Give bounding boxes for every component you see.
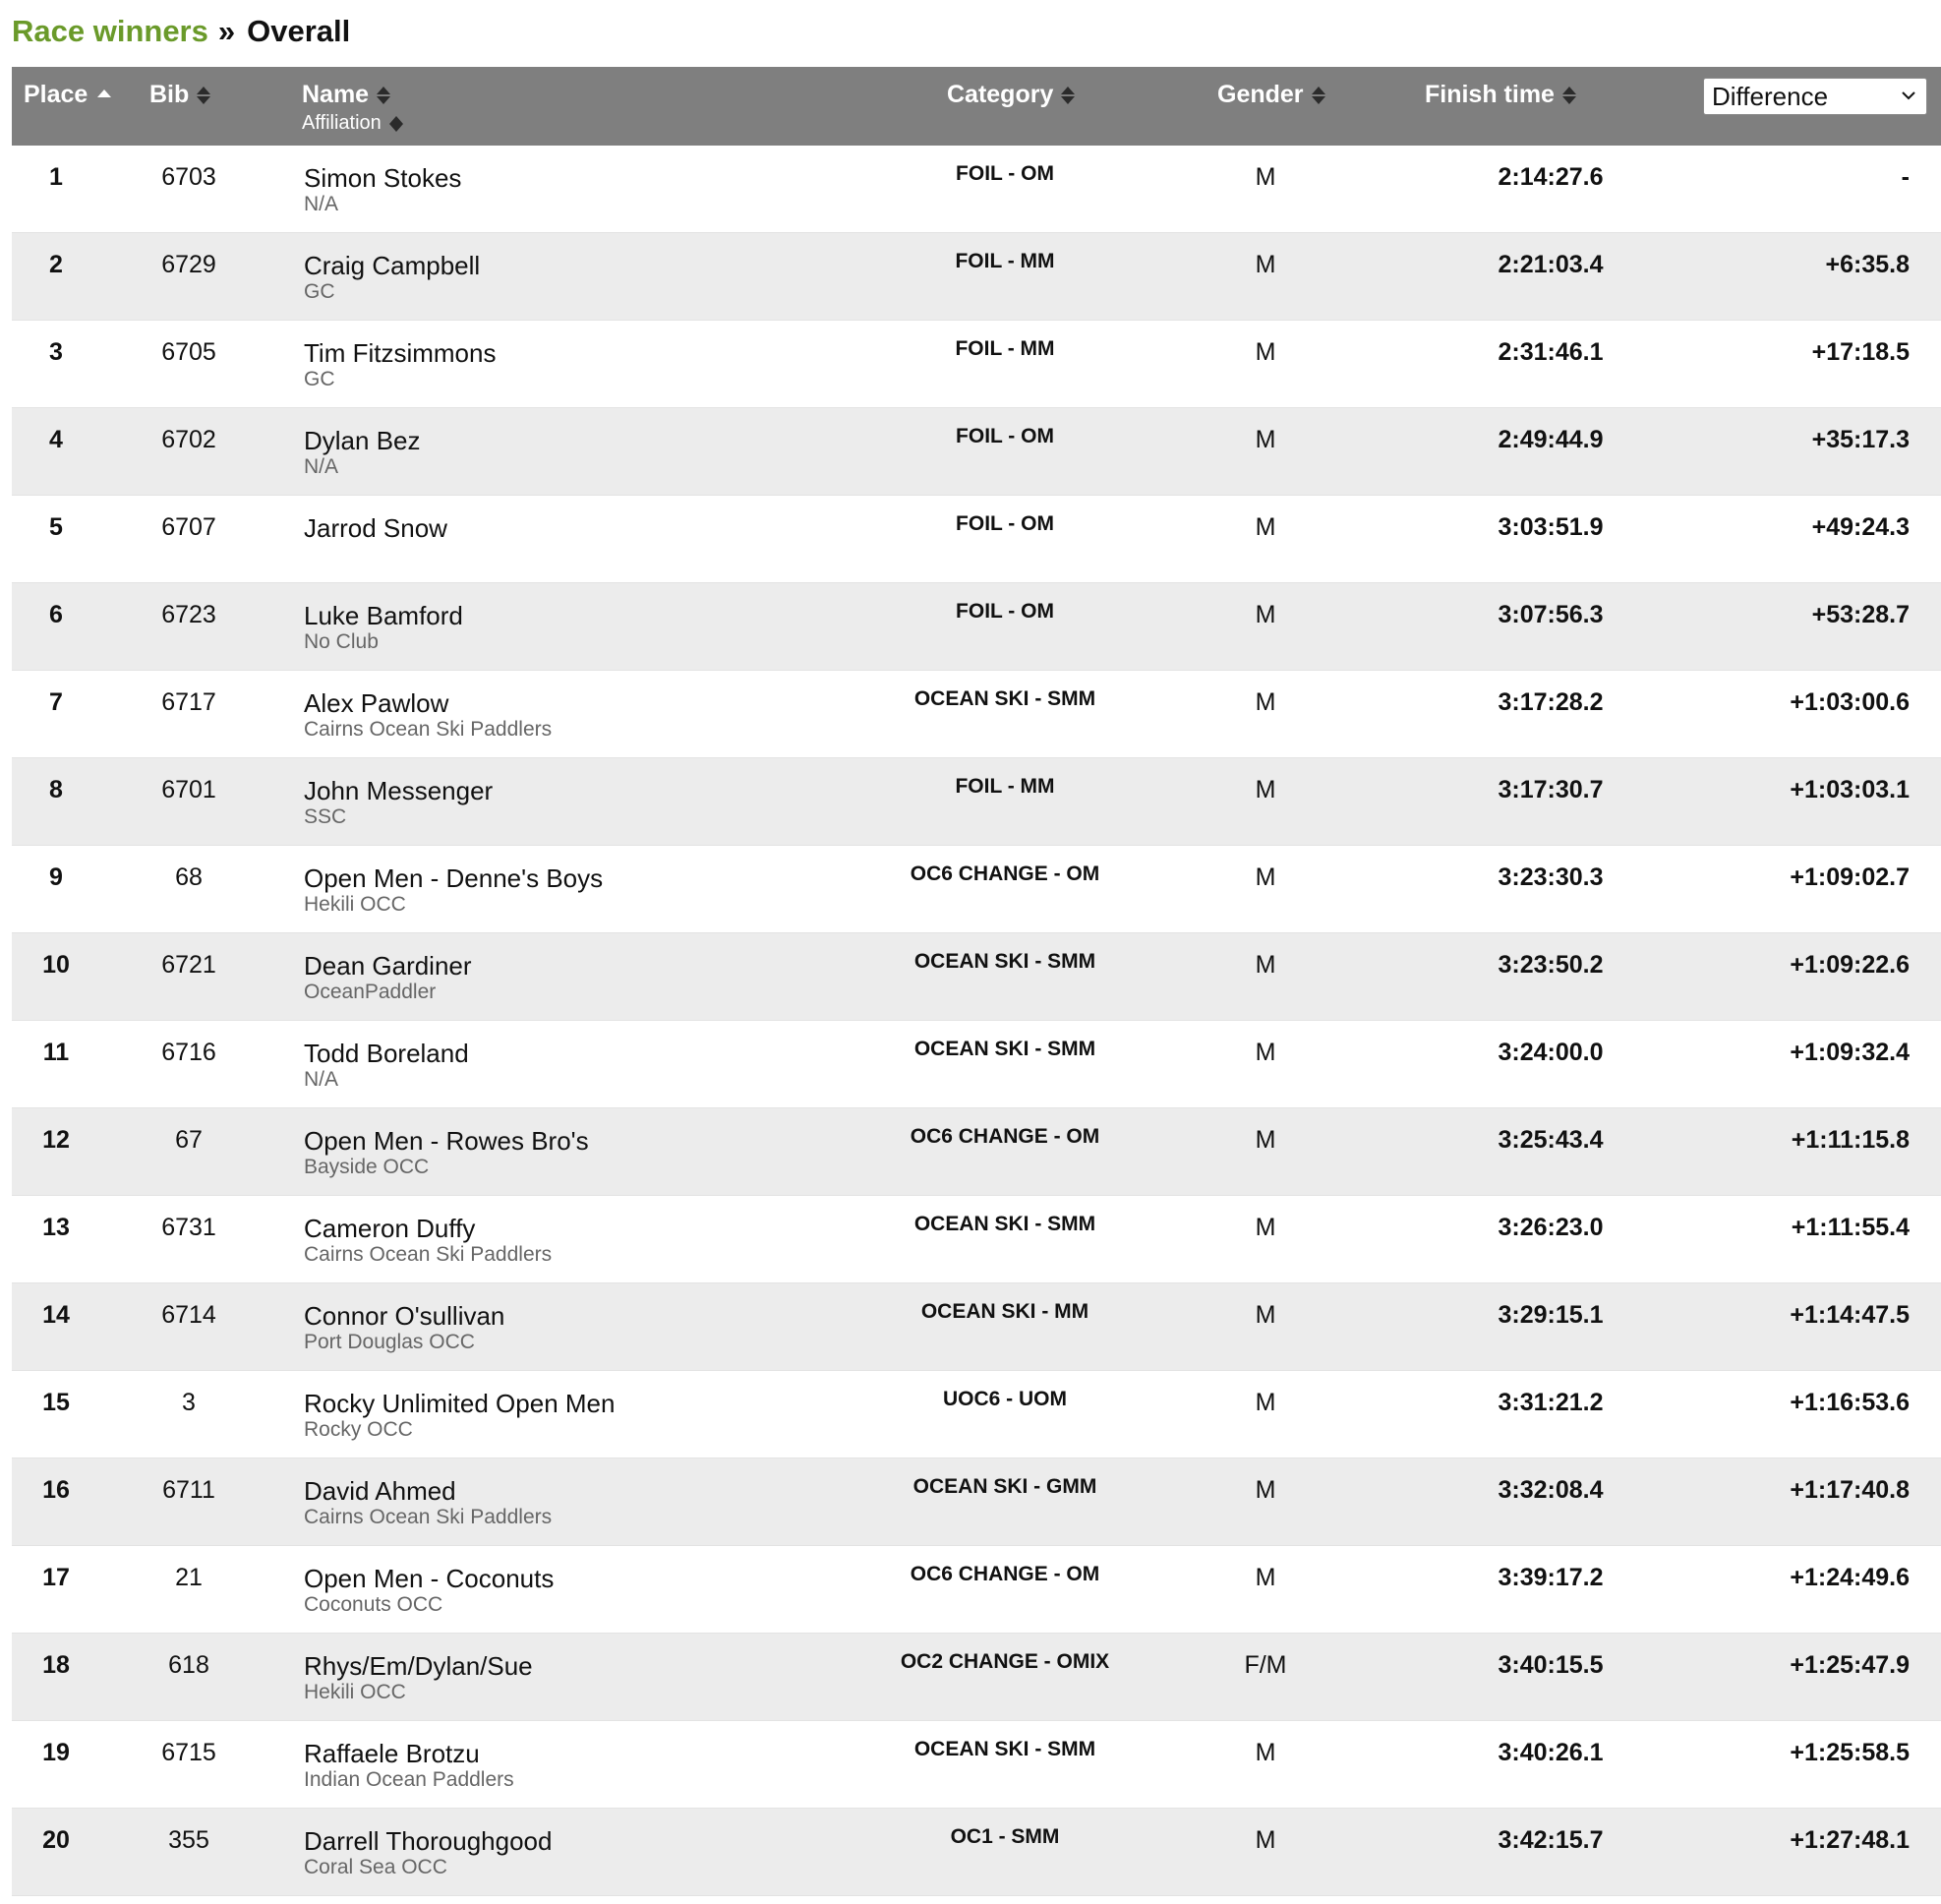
- category-cell: OCEAN SKI - SMM: [913, 1038, 1096, 1060]
- name-cell[interactable]: John Messenger: [304, 776, 494, 805]
- finish-time-cell: 2:14:27.6: [1498, 163, 1604, 191]
- difference-cell: +35:17.3: [1811, 426, 1910, 453]
- finish-time-cell: 3:42:15.7: [1498, 1826, 1604, 1854]
- place-cell: 8: [49, 776, 63, 803]
- column-label-affiliation: Affiliation: [302, 112, 382, 134]
- place-cell: 13: [42, 1214, 70, 1241]
- affiliation-cell: Indian Ocean Paddlers: [304, 1768, 514, 1791]
- bib-cell: 6707: [161, 513, 216, 541]
- difference-cell: +53:28.7: [1811, 601, 1910, 628]
- breadcrumb-race-winners-link[interactable]: Race winners: [12, 14, 208, 48]
- gender-cell: M: [1255, 1826, 1276, 1854]
- bib-cell: 6723: [161, 601, 216, 628]
- bib-cell: 6705: [161, 338, 216, 366]
- category-cell: FOIL - OM: [956, 162, 1054, 185]
- affiliation-cell: Bayside OCC: [304, 1156, 430, 1178]
- affiliation-cell: GC: [304, 368, 335, 390]
- table-row[interactable]: [12, 146, 1941, 233]
- name-cell[interactable]: Darrell Thoroughgood: [304, 1826, 553, 1856]
- table-row[interactable]: [12, 496, 1941, 583]
- place-cell: 18: [42, 1651, 70, 1679]
- difference-cell: +1:11:55.4: [1791, 1214, 1910, 1241]
- bib-cell: 618: [168, 1651, 209, 1679]
- difference-cell: +1:11:15.8: [1791, 1126, 1910, 1154]
- column-header-bib[interactable]: [149, 81, 210, 109]
- gender-cell: M: [1255, 163, 1276, 191]
- table-row[interactable]: [12, 1809, 1941, 1896]
- table-row[interactable]: [12, 1021, 1941, 1108]
- place-cell: 19: [42, 1739, 70, 1766]
- category-cell: OC6 CHANGE - OM: [910, 1563, 1100, 1585]
- bib-cell: 6711: [162, 1476, 215, 1504]
- place-cell: 20: [42, 1826, 70, 1854]
- table-row[interactable]: [12, 233, 1941, 321]
- category-cell: OC6 CHANGE - OM: [910, 1125, 1100, 1148]
- finish-time-cell: 3:40:26.1: [1498, 1739, 1604, 1766]
- difference-cell: +1:14:47.5: [1790, 1301, 1910, 1329]
- finish-time-cell: 3:40:15.5: [1498, 1651, 1604, 1679]
- finish-time-cell: 3:23:50.2: [1498, 951, 1604, 979]
- bib-cell: 6721: [161, 951, 216, 979]
- place-cell: 11: [42, 1039, 70, 1066]
- difference-cell: +1:03:00.6: [1790, 688, 1910, 716]
- difference-cell: +1:09:32.4: [1790, 1039, 1910, 1066]
- gender-cell: M: [1255, 1739, 1276, 1766]
- table-row[interactable]: [12, 1283, 1941, 1371]
- page-title: Overall: [247, 14, 351, 48]
- place-cell: 14: [42, 1301, 70, 1329]
- affiliation-cell: Cairns Ocean Ski Paddlers: [304, 718, 553, 741]
- column-label-gender: Gender: [1217, 81, 1304, 108]
- bib-cell: 6702: [161, 426, 216, 453]
- name-cell[interactable]: Open Men - Coconuts: [304, 1564, 555, 1593]
- name-cell[interactable]: Simon Stokes: [304, 163, 462, 193]
- table-row[interactable]: [12, 758, 1941, 846]
- breadcrumb: [12, 8, 350, 55]
- sort-icon: [389, 115, 403, 133]
- sort-icon: [1061, 86, 1075, 105]
- finish-time-cell: 3:07:56.3: [1498, 601, 1604, 628]
- difference-cell: +17:18.5: [1811, 338, 1910, 366]
- category-cell: OCEAN SKI - SMM: [913, 1738, 1096, 1760]
- name-cell[interactable]: Alex Pawlow: [304, 688, 449, 718]
- place-cell: 6: [49, 601, 63, 628]
- category-cell: FOIL - OM: [956, 512, 1054, 535]
- difference-cell: +49:24.3: [1811, 513, 1910, 541]
- category-cell: OC6 CHANGE - OM: [910, 863, 1100, 885]
- sort-icon: [197, 86, 210, 105]
- gender-cell: M: [1255, 1476, 1276, 1504]
- affiliation-cell: No Club: [304, 630, 379, 653]
- breadcrumb-separator: »: [217, 14, 236, 48]
- gender-cell: M: [1255, 1564, 1276, 1591]
- table-row[interactable]: [12, 1634, 1941, 1721]
- name-cell[interactable]: Raffaele Brotzu: [304, 1739, 480, 1768]
- column-label-name: Name: [302, 81, 370, 108]
- bib-cell: 6731: [161, 1214, 216, 1241]
- category-cell: OCEAN SKI - SMM: [913, 687, 1096, 710]
- gender-cell: M: [1255, 1389, 1276, 1416]
- category-cell: OCEAN SKI - MM: [920, 1300, 1089, 1323]
- affiliation-cell: N/A: [304, 1068, 339, 1091]
- results-table: [12, 67, 1941, 1896]
- difference-cell: +1:24:49.6: [1790, 1564, 1910, 1591]
- affiliation-cell: Port Douglas OCC: [304, 1331, 475, 1353]
- category-cell: OCEAN SKI - SMM: [913, 1213, 1096, 1235]
- difference-cell: +6:35.8: [1825, 251, 1910, 278]
- column-header-affiliation[interactable]: [302, 112, 403, 135]
- gender-cell: M: [1255, 1039, 1276, 1066]
- name-cell[interactable]: Dylan Bez: [304, 426, 421, 455]
- bib-cell: 6714: [161, 1301, 216, 1329]
- difference-select[interactable]: [1703, 78, 1927, 115]
- table-row[interactable]: [12, 671, 1941, 758]
- table-row[interactable]: [12, 408, 1941, 496]
- place-cell: 4: [49, 426, 63, 453]
- name-cell[interactable]: Rocky Unlimited Open Men: [304, 1389, 616, 1418]
- finish-time-cell: 2:21:03.4: [1498, 251, 1604, 278]
- gender-cell: M: [1255, 338, 1276, 366]
- gender-cell: M: [1255, 688, 1276, 716]
- column-header-finish-time[interactable]: [1425, 81, 1576, 109]
- affiliation-cell: Coral Sea OCC: [304, 1856, 447, 1878]
- table-row[interactable]: [12, 933, 1941, 1021]
- gender-cell: M: [1255, 426, 1276, 453]
- difference-cell: +1:09:02.7: [1790, 863, 1910, 891]
- gender-cell: M: [1255, 513, 1276, 541]
- table-row[interactable]: [12, 1546, 1941, 1634]
- finish-time-cell: 3:03:51.9: [1498, 513, 1604, 541]
- table-header: [12, 67, 1941, 146]
- table-row[interactable]: [12, 1196, 1941, 1283]
- column-label-finish-time: Finish time: [1425, 81, 1555, 108]
- place-cell: 16: [42, 1476, 70, 1504]
- chevron-down-icon: [1901, 88, 1916, 103]
- affiliation-cell: SSC: [304, 805, 347, 828]
- place-cell: 12: [42, 1126, 70, 1154]
- gender-cell: M: [1255, 601, 1276, 628]
- bib-cell: 21: [175, 1564, 203, 1591]
- name-cell[interactable]: Tim Fitzsimmons: [304, 338, 497, 368]
- name-cell[interactable]: Connor O'sullivan: [304, 1301, 505, 1331]
- affiliation-cell: Hekili OCC: [304, 1681, 406, 1703]
- affiliation-cell: Rocky OCC: [304, 1418, 413, 1441]
- finish-time-cell: 2:49:44.9: [1498, 426, 1604, 453]
- finish-time-cell: 3:31:21.2: [1498, 1389, 1604, 1416]
- gender-cell: M: [1255, 951, 1276, 979]
- finish-time-cell: 3:29:15.1: [1498, 1301, 1604, 1329]
- affiliation-cell: Hekili OCC: [304, 893, 406, 916]
- bib-cell: 6716: [161, 1039, 216, 1066]
- column-header-name[interactable]: [302, 81, 390, 109]
- category-cell: FOIL - MM: [955, 775, 1055, 798]
- finish-time-cell: 3:25:43.4: [1498, 1126, 1604, 1154]
- affiliation-cell: Coconuts OCC: [304, 1593, 443, 1616]
- difference-cell: +1:16:53.6: [1790, 1389, 1910, 1416]
- name-cell[interactable]: Todd Boreland: [304, 1039, 469, 1068]
- category-cell: FOIL - MM: [955, 250, 1055, 272]
- column-label-bib: Bib: [149, 81, 190, 108]
- difference-select-value: Difference: [1712, 81, 1829, 111]
- place-cell: 9: [49, 863, 63, 891]
- finish-time-cell: 3:17:28.2: [1498, 688, 1604, 716]
- affiliation-cell: Cairns Ocean Ski Paddlers: [304, 1243, 553, 1266]
- affiliation-cell: GC: [304, 280, 335, 303]
- difference-cell: +1:09:22.6: [1790, 951, 1910, 979]
- bib-cell: 68: [175, 863, 203, 891]
- category-cell: FOIL - OM: [956, 425, 1054, 447]
- place-cell: 3: [49, 338, 63, 366]
- sort-icon: [1562, 86, 1576, 105]
- gender-cell: M: [1255, 1214, 1276, 1241]
- category-cell: OC1 - SMM: [950, 1825, 1060, 1848]
- affiliation-cell: Cairns Ocean Ski Paddlers: [304, 1506, 553, 1528]
- column-label-place: Place: [24, 81, 88, 108]
- column-label-category: Category: [947, 81, 1054, 108]
- difference-cell: +1:27:48.1: [1790, 1826, 1910, 1854]
- bib-cell: 6717: [161, 688, 216, 716]
- finish-time-cell: 3:23:30.3: [1498, 863, 1604, 891]
- name-cell[interactable]: Jarrod Snow: [304, 513, 447, 543]
- gender-cell: M: [1255, 776, 1276, 803]
- bib-cell: 6715: [161, 1739, 216, 1766]
- place-cell: 7: [49, 688, 63, 716]
- name-cell[interactable]: Dean Gardiner: [304, 951, 472, 981]
- name-cell[interactable]: David Ahmed: [304, 1476, 456, 1506]
- gender-cell: M: [1255, 863, 1276, 891]
- bib-cell: 355: [168, 1826, 209, 1854]
- finish-time-cell: 3:39:17.2: [1498, 1564, 1604, 1591]
- table-row[interactable]: [12, 1721, 1941, 1809]
- category-cell: FOIL - OM: [956, 600, 1054, 623]
- sort-ascending-icon: [97, 89, 111, 97]
- difference-cell: +1:25:58.5: [1790, 1739, 1910, 1766]
- finish-time-cell: 3:17:30.7: [1498, 776, 1604, 803]
- table-row[interactable]: [12, 1458, 1941, 1546]
- difference-cell: +1:03:03.1: [1790, 776, 1910, 803]
- bib-cell: 6701: [161, 776, 216, 803]
- name-cell[interactable]: Cameron Duffy: [304, 1214, 476, 1243]
- place-cell: 17: [42, 1564, 70, 1591]
- name-cell[interactable]: Open Men - Rowes Bro's: [304, 1126, 589, 1156]
- place-cell: 2: [49, 251, 63, 278]
- sort-icon: [1312, 86, 1325, 105]
- table-row[interactable]: [12, 321, 1941, 408]
- place-cell: 15: [42, 1389, 70, 1416]
- table-row[interactable]: [12, 583, 1941, 671]
- category-cell: OC2 CHANGE - OMIX: [900, 1650, 1110, 1673]
- place-cell: 1: [49, 163, 63, 191]
- place-cell: 10: [42, 951, 70, 979]
- category-cell: OCEAN SKI - GMM: [912, 1475, 1097, 1498]
- difference-cell: +1:17:40.8: [1790, 1476, 1910, 1504]
- bib-cell: 67: [175, 1126, 203, 1154]
- table-row[interactable]: [12, 1108, 1941, 1196]
- gender-cell: M: [1255, 1301, 1276, 1329]
- table-body: [12, 146, 1941, 1896]
- category-cell: FOIL - MM: [955, 337, 1055, 360]
- finish-time-cell: 3:24:00.0: [1498, 1039, 1604, 1066]
- table-row[interactable]: [12, 1371, 1941, 1458]
- name-cell[interactable]: Open Men - Denne's Boys: [304, 863, 604, 893]
- category-cell: UOC6 - UOM: [943, 1388, 1067, 1410]
- finish-time-cell: 2:31:46.1: [1498, 338, 1604, 366]
- bib-cell: 3: [182, 1389, 196, 1416]
- name-cell[interactable]: Craig Campbell: [304, 251, 481, 280]
- finish-time-cell: 3:32:08.4: [1498, 1476, 1604, 1504]
- name-cell[interactable]: Luke Bamford: [304, 601, 463, 630]
- bib-cell: 6703: [161, 163, 216, 191]
- place-cell: 5: [49, 513, 63, 541]
- column-header-category[interactable]: [947, 81, 1075, 109]
- name-cell[interactable]: Rhys/Em/Dylan/Sue: [304, 1651, 533, 1681]
- difference-cell: -: [1901, 163, 1910, 191]
- affiliation-cell: N/A: [304, 455, 339, 478]
- gender-cell: M: [1255, 251, 1276, 278]
- affiliation-cell: OceanPaddler: [304, 981, 437, 1003]
- category-cell: OCEAN SKI - SMM: [913, 950, 1096, 973]
- column-header-place[interactable]: [24, 81, 111, 109]
- finish-time-cell: 3:26:23.0: [1498, 1214, 1604, 1241]
- table-row[interactable]: [12, 846, 1941, 933]
- affiliation-cell: N/A: [304, 193, 339, 215]
- sort-icon: [377, 86, 390, 105]
- gender-cell: F/M: [1244, 1651, 1287, 1679]
- bib-cell: 6729: [161, 251, 216, 278]
- gender-cell: M: [1255, 1126, 1276, 1154]
- difference-cell: +1:25:47.9: [1790, 1651, 1910, 1679]
- column-header-gender[interactable]: [1217, 81, 1325, 109]
